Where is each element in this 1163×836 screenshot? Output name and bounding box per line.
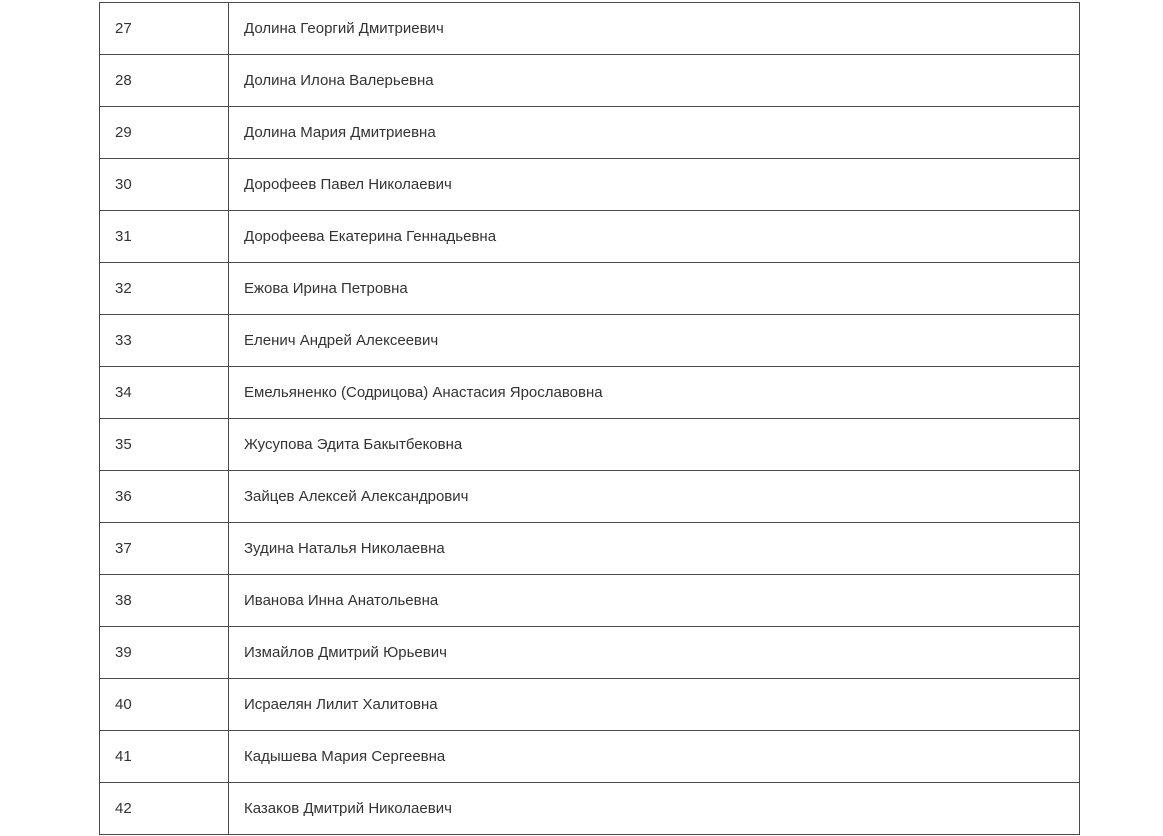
table-row: [100, 627, 1080, 679]
table-row: [100, 679, 1080, 731]
person-name: Измайлов Дмитрий Юрьевич: [229, 627, 1080, 679]
person-name: Долина Мария Дмитриевна: [229, 107, 1080, 159]
row-number: 42: [100, 783, 229, 835]
table-row: [100, 107, 1080, 159]
table-row: [100, 783, 1080, 835]
person-name: Долина Георгий Дмитриевич: [229, 3, 1080, 55]
table-row: [100, 419, 1080, 471]
person-name: Еленич Андрей Алексеевич: [229, 315, 1080, 367]
person-name: Дорофеева Екатерина Геннадьевна: [229, 211, 1080, 263]
person-name: Казаков Дмитрий Николаевич: [229, 783, 1080, 835]
participants-table-container: [99, 2, 1079, 835]
row-number: 30: [100, 159, 229, 211]
participants-table: [99, 2, 1080, 835]
table-row: [100, 3, 1080, 55]
table-row: [100, 523, 1080, 575]
table-row: [100, 55, 1080, 107]
person-name: Иванова Инна Анатольевна: [229, 575, 1080, 627]
row-number: 40: [100, 679, 229, 731]
table-row: [100, 159, 1080, 211]
table-row: [100, 471, 1080, 523]
person-name: Долина Илона Валерьевна: [229, 55, 1080, 107]
person-name: Кадышева Мария Сергеевна: [229, 731, 1080, 783]
person-name: Емельяненко (Содрицова) Анастасия Ярославовна: [229, 367, 1080, 419]
row-number: 38: [100, 575, 229, 627]
row-number: 37: [100, 523, 229, 575]
person-name: Ежова Ирина Петровна: [229, 263, 1080, 315]
row-number: 36: [100, 471, 229, 523]
table-row: [100, 315, 1080, 367]
row-number: 29: [100, 107, 229, 159]
row-number: 31: [100, 211, 229, 263]
table-row: [100, 211, 1080, 263]
person-name: Дорофеев Павел Николаевич: [229, 159, 1080, 211]
row-number: 27: [100, 3, 229, 55]
row-number: 35: [100, 419, 229, 471]
person-name: Зудина Наталья Николаевна: [229, 523, 1080, 575]
row-number: 33: [100, 315, 229, 367]
table-body: [100, 3, 1080, 835]
row-number: 41: [100, 731, 229, 783]
person-name: Жусупова Эдита Бакытбековна: [229, 419, 1080, 471]
row-number: 32: [100, 263, 229, 315]
table-row: [100, 367, 1080, 419]
person-name: Исраелян Лилит Халитовна: [229, 679, 1080, 731]
person-name: Зайцев Алексей Александрович: [229, 471, 1080, 523]
table-row: [100, 575, 1080, 627]
row-number: 39: [100, 627, 229, 679]
row-number: 28: [100, 55, 229, 107]
row-number: 34: [100, 367, 229, 419]
table-row: [100, 263, 1080, 315]
table-row: [100, 731, 1080, 783]
